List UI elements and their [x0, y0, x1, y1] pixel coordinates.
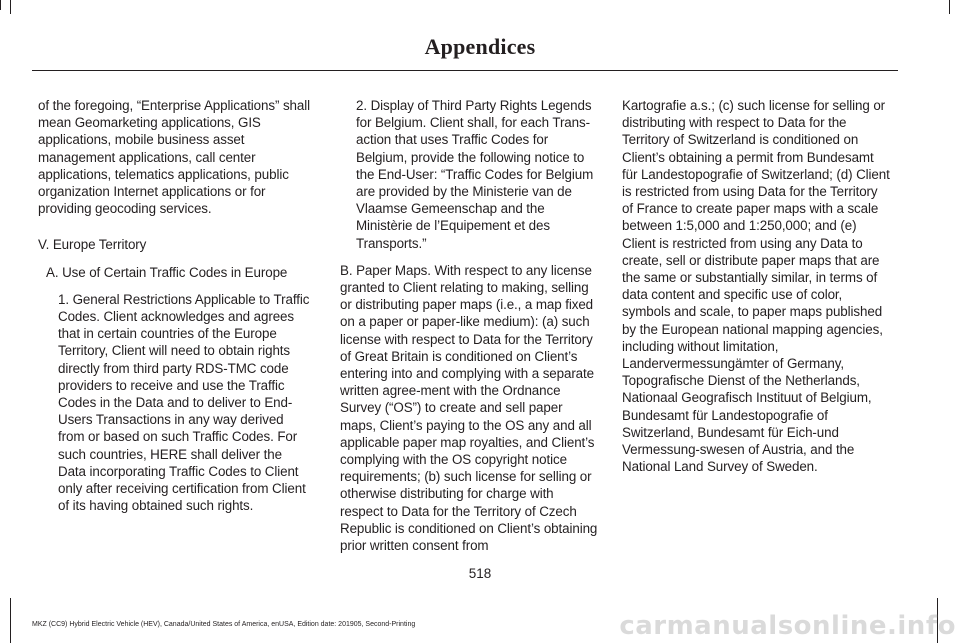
- crop-mark: [0, 0, 1, 10]
- text-column-1: [32, 97, 310, 514]
- footer-text: MKZ (CC9) Hybrid Electric Vehicle (HEV), Canada/United States of America, enUSA, Edition date: 201905, Second-Printing: [32, 621, 416, 628]
- text-column-2: [340, 97, 598, 554]
- paragraph: 2. Display of Third Party Rights Legends for Belgium. Client shall, for each Trans-action that uses Traffic Codes for Belgium, provide the following notice to the End-User: “Traffic Codes for Belgium are provided by the Ministerie van de Vlaamse Gemeenschap and the Ministèrie de l’Equipement et des Transports.”: [356, 98, 594, 251]
- text-column-3: [622, 97, 892, 475]
- page-number: 518: [468, 566, 492, 581]
- subsection-heading: A. Use of Certain Traffic Codes in Europe: [46, 264, 288, 280]
- page-title: Appendices: [424, 34, 536, 59]
- paragraph: Kartografie a.s.; (c) such license for selling or distributing with respect to Data for the Territory of Switzerland is conditioned on Client’s obtaining a permit from Bundesamt für Landestopografie of Switzerland; (d) Client is restricted from using Data for the Territory of France to create paper maps with a scale between 1:5,000 and 1:250,000; and (e) Client is restricted from using any Data to create, sell or distribute paper maps that are the same or substantially similar, in terms of data content and specific use of color, symbols and scale, to paper maps published by the European national mapping agencies, including without limitation, Landervermessungämter of Germany, Topografische Dienst of the Netherlands, Nationaal Geografisch Instituut of Belgium, Bundesamt für Landestopografie of Switzerland, Bundesamt für Eich-und Vermessung-swesen of Austria, and the National Land Survey of Sweden.: [622, 98, 890, 475]
- paragraph: of the foregoing, “Enterprise Applications” shall mean Geomarketing applications, GIS applications, mobile business asset management applications, call center applications, telematics applications, public organization Internet applications or for providing geocoding services.: [38, 98, 310, 217]
- paragraph: B. Paper Maps. With respect to any license granted to Client relating to making, selling or distributing paper maps (i.e., a map fixed on a paper or paper-like medium): (a) such license with respect to Data for the Territory of Great Britain is conditioned on Client’s entering into and complying with a separate written agree-ment with the Ordnance Survey (“OS”) to create and sell paper maps, Client’s paying to the OS any and all applicable paper map royalties, and Client’s complying with the OS copyright notice requirements; (b) such license for selling or otherwise distributing for charge with respect to Data for the Territory of Czech Republic is conditioned on Client’s obtaining prior written consent from: [340, 262, 598, 554]
- watermark: carmanualsonline.info: [619, 611, 956, 641]
- section-heading: V. Europe Territory: [38, 237, 147, 253]
- crop-mark: [949, 0, 950, 14]
- crop-mark: [10, 598, 11, 643]
- header-rule: [32, 70, 898, 71]
- crop-mark: [10, 0, 11, 14]
- paragraph: 1. General Restrictions Applicable to Traffic Codes. Client acknowledges and agrees that in certain countries of the Europe Territory, Client will need to obtain rights directly from third party RDS-TMC code providers to receive and use the Traffic Codes in the Data and to deliver to End-Users Transactions in any way derived from or based on such Traffic Codes. For such countries, HERE shall deliver the Data incorporating Traffic Codes to Client only after receiving certification from Client of its having obtained such rights.: [58, 291, 310, 514]
